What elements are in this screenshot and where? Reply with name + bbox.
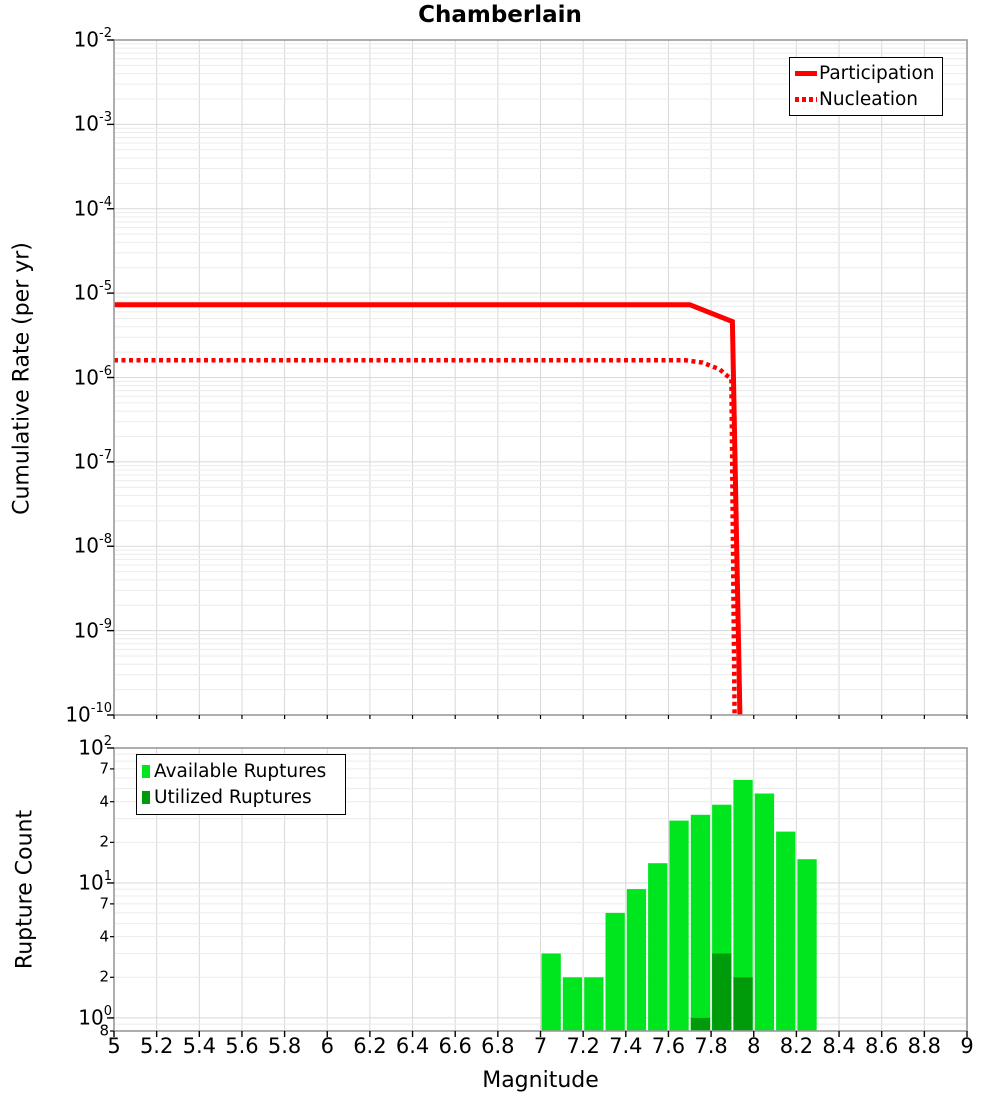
top-y-tick-label: $10^{-8}$	[73, 532, 112, 558]
top-y-tick-label: $10^{-4}$	[73, 194, 112, 221]
bottom-y-tick-label: $10^0$	[78, 1003, 112, 1030]
x-tick-label: 7	[533, 1034, 548, 1058]
legend-label-available: Available Ruptures	[154, 760, 327, 782]
bottom-legend	[136, 754, 346, 815]
top-legend	[789, 57, 943, 116]
chart-title: Chamberlain	[418, 2, 582, 28]
x-tick-label: 6.6	[438, 1034, 472, 1058]
top-y-tick-label: $10^{-5}$	[73, 279, 112, 305]
participation-line	[114, 305, 740, 715]
x-tick-label: 5.4	[182, 1034, 216, 1058]
dotted-line-sample-icon	[795, 97, 817, 102]
bottom-y-minor-tick-label: 2	[99, 967, 109, 986]
top-y-tick-label: $10^{-3}$	[73, 110, 112, 137]
x-tick-label: 8.4	[822, 1034, 856, 1058]
legend-label-nucleation: Nucleation	[819, 89, 919, 110]
x-tick-label: 7.4	[609, 1034, 643, 1058]
x-tick-label: 5.2	[139, 1034, 174, 1058]
x-tick-label: 7.2	[566, 1034, 600, 1058]
legend-label-participation: Participation	[819, 63, 935, 84]
bottom-y-tick-label: $10^2$	[78, 734, 112, 760]
x-tick-label: 5	[107, 1034, 121, 1058]
bottom-y-axis-label: Rupture Count	[12, 809, 38, 970]
x-tick-label: 6.2	[353, 1034, 387, 1058]
legend-row-utilized	[137, 787, 345, 808]
utilized-swatch-icon	[142, 791, 150, 804]
x-axis-label: Magnitude	[482, 1068, 599, 1093]
legend-row-nucleation	[790, 89, 942, 110]
bottom-y-minor-tick-label: 7	[99, 759, 109, 778]
top-y-axis-label: Cumulative Rate (per yr)	[9, 242, 35, 515]
x-tick-label: 5.8	[267, 1034, 302, 1058]
x-tick-label: 6.8	[481, 1034, 515, 1058]
axis-tick-marks	[107, 40, 967, 1037]
x-tick-label: 9	[960, 1034, 974, 1058]
nucleation-line	[114, 360, 735, 715]
top-y-tick-label: $10^{-10}$	[65, 701, 112, 727]
x-tick-label: 8.2	[779, 1034, 814, 1058]
available-swatch-icon	[142, 765, 150, 778]
x-tick-label: 5.6	[225, 1034, 259, 1058]
x-tick-label: 7.8	[694, 1034, 728, 1058]
x-tick-label: 8.8	[907, 1034, 942, 1058]
solid-line-sample-icon	[795, 71, 817, 76]
top-y-tick-label: $10^{-6}$	[73, 363, 112, 390]
x-tick-label: 8	[747, 1034, 761, 1058]
legend-label-utilized: Utilized Ruptures	[154, 787, 312, 809]
top-y-tick-label: $10^{-7}$	[73, 447, 112, 474]
top-y-tick-label: $10^{-2}$	[73, 26, 112, 52]
x-tick-label: 6.4	[395, 1034, 430, 1058]
bottom-y-minor-tick-label: 7	[99, 894, 109, 913]
x-tick-label: 6	[320, 1034, 334, 1058]
legend-row-participation	[790, 63, 942, 84]
bottom-y-minor-tick-label: 8	[99, 1021, 109, 1040]
x-tick-label: 7.6	[651, 1034, 686, 1058]
bottom-y-minor-tick-label: 4	[99, 927, 109, 946]
gridlines	[114, 40, 967, 1031]
bottom-y-tick-label: $10^1$	[78, 869, 112, 895]
x-tick-label: 8.6	[864, 1034, 899, 1058]
legend-row-available	[137, 761, 345, 782]
bottom-y-minor-tick-label: 2	[99, 832, 109, 851]
top-y-tick-label: $10^{-9}$	[73, 616, 112, 643]
bottom-y-minor-tick-label: 4	[99, 792, 109, 811]
